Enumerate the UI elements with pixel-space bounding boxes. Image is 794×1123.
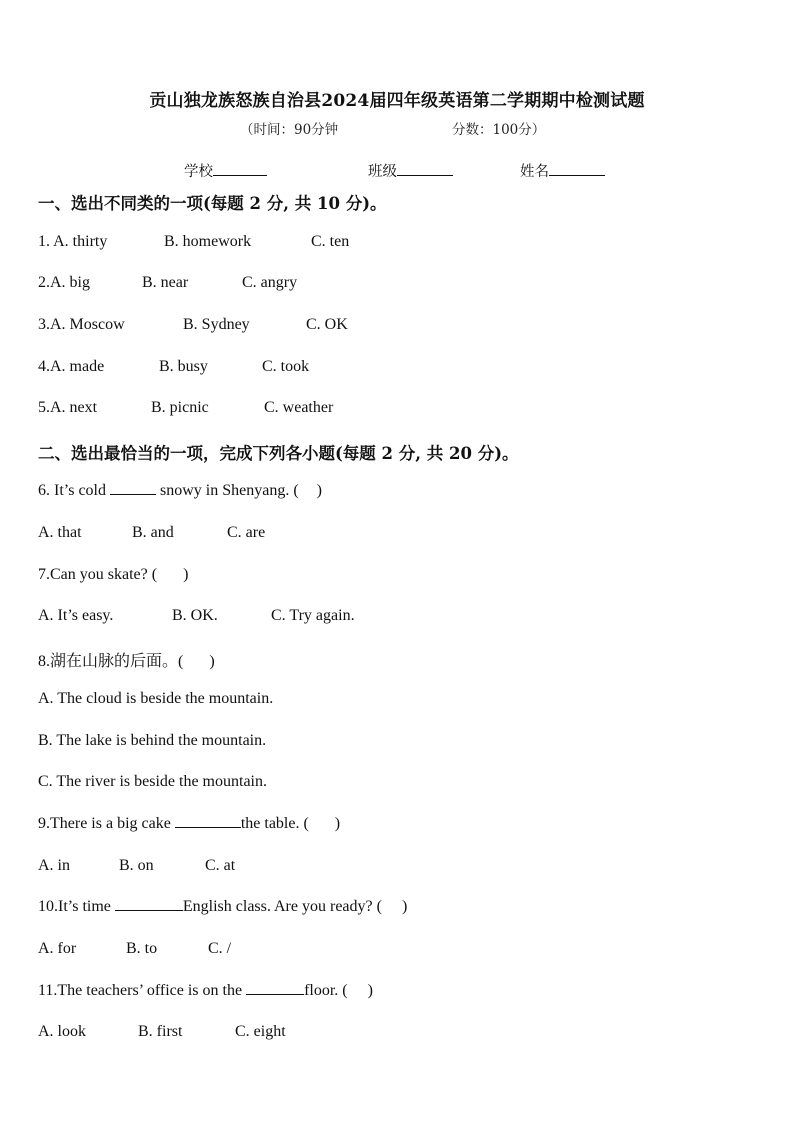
question-4 <box>38 358 310 376</box>
question-10 <box>38 898 407 916</box>
name-label: 姓名 <box>520 164 549 180</box>
time-info: （时间：90分钟 <box>240 122 339 138</box>
question-2 <box>38 274 298 292</box>
option-b: B. on <box>119 857 154 874</box>
score-info: 分数：100分） <box>452 122 546 138</box>
school-label: 学校 <box>184 164 213 180</box>
option-c: C. Try again. <box>271 607 355 624</box>
question-number: 3. <box>38 316 50 333</box>
question-stem: 7.Can you skate? ( <box>38 566 158 583</box>
answer-paren: ) <box>209 653 215 670</box>
answer-blank <box>175 827 241 828</box>
option-c: C. weather <box>264 399 334 416</box>
question-stem: the table. ( <box>240 815 309 832</box>
option-a: A. look <box>38 1023 86 1040</box>
question-11 <box>38 982 373 1000</box>
exam-title: 贡山独龙族怒族自治县2024届四年级英语第二学期期中检测试题 <box>149 91 645 111</box>
option-a: A. big <box>50 274 90 291</box>
question-stem: 11.The teachers’ office is on the <box>38 982 247 999</box>
section2-heading: 二、选出最恰当的一项，完成下列各小题(每题 2 分, 共 20 分)。 <box>38 444 519 463</box>
question-7-options <box>38 607 355 625</box>
question-stem: 10.It’s time <box>38 898 115 915</box>
question-stem: snowy in Shenyang. ( <box>156 482 299 499</box>
option-b: B. Sydney <box>183 316 250 333</box>
school-field <box>184 160 267 181</box>
question-number: 5. <box>38 399 50 416</box>
school-blank <box>213 175 267 176</box>
option-c: C. are <box>227 524 266 541</box>
question-stem: 8.湖在山脉的后面。( <box>38 653 184 670</box>
question-stem: 6. It’s cold <box>38 482 110 499</box>
option-b: B. picnic <box>151 399 209 416</box>
class-field <box>368 160 453 181</box>
option-c: C. OK <box>306 316 348 333</box>
option-a: A. in <box>38 857 70 874</box>
question-6 <box>38 482 322 500</box>
answer-blank <box>110 494 156 495</box>
option-b: B. near <box>142 274 189 291</box>
option-c: C. / <box>208 940 232 957</box>
name-field <box>520 160 605 181</box>
answer-paren: ) <box>367 982 373 999</box>
question-9-options <box>38 857 236 875</box>
option-b: B. busy <box>159 358 208 375</box>
answer-paren: ) <box>316 482 322 499</box>
option-b: B. to <box>126 940 158 957</box>
question-number: 2. <box>38 274 50 291</box>
section1-heading: 一、选出不同类的一项(每题 2 分, 共 10 分)。 <box>38 194 387 213</box>
answer-blank <box>246 994 304 995</box>
option-c: C. at <box>205 857 236 874</box>
question-stem: English class. Are you ready? ( <box>182 898 382 915</box>
question-5 <box>38 399 334 417</box>
question-6-options <box>38 524 266 542</box>
question-8 <box>38 648 215 671</box>
question-1 <box>38 233 350 251</box>
option-a: A. for <box>38 940 77 957</box>
question-8-option-b: B. The lake is behind the mountain. <box>38 732 267 749</box>
option-c: C. eight <box>235 1023 286 1040</box>
question-7 <box>38 566 188 584</box>
name-blank <box>549 175 605 176</box>
answer-blank <box>115 910 183 911</box>
question-11-options <box>38 1023 286 1041</box>
class-label: 班级 <box>368 164 397 180</box>
answer-paren: ) <box>401 898 408 915</box>
option-b: B. first <box>138 1023 183 1040</box>
option-a: A. Moscow <box>50 316 125 333</box>
question-8-option-a: A. The cloud is beside the mountain. <box>38 690 274 707</box>
option-b: B. and <box>132 524 174 541</box>
option-c: C. ten <box>311 233 350 250</box>
option-a: A. that <box>38 524 82 541</box>
option-b: B. homework <box>164 233 252 250</box>
question-8-option-c: C. The river is beside the mountain. <box>38 773 267 790</box>
answer-paren: ) <box>334 815 341 832</box>
question-number: 1. <box>38 233 54 250</box>
class-blank <box>397 175 453 176</box>
question-10-options <box>38 940 232 958</box>
option-a: A. It’s easy. <box>38 607 114 624</box>
option-a: A. thirty <box>53 233 108 250</box>
question-9 <box>38 815 340 833</box>
option-a: A. made <box>50 358 105 375</box>
option-a: A. next <box>50 399 98 416</box>
option-c: C. took <box>262 358 310 375</box>
question-number: 4. <box>38 358 50 375</box>
option-b: B. OK. <box>172 607 218 624</box>
option-c: C. angry <box>242 274 298 291</box>
question-3 <box>38 316 348 334</box>
answer-paren: ) <box>183 566 189 583</box>
question-stem: floor. ( <box>304 982 348 999</box>
question-stem: 9.There is a big cake <box>38 815 175 832</box>
